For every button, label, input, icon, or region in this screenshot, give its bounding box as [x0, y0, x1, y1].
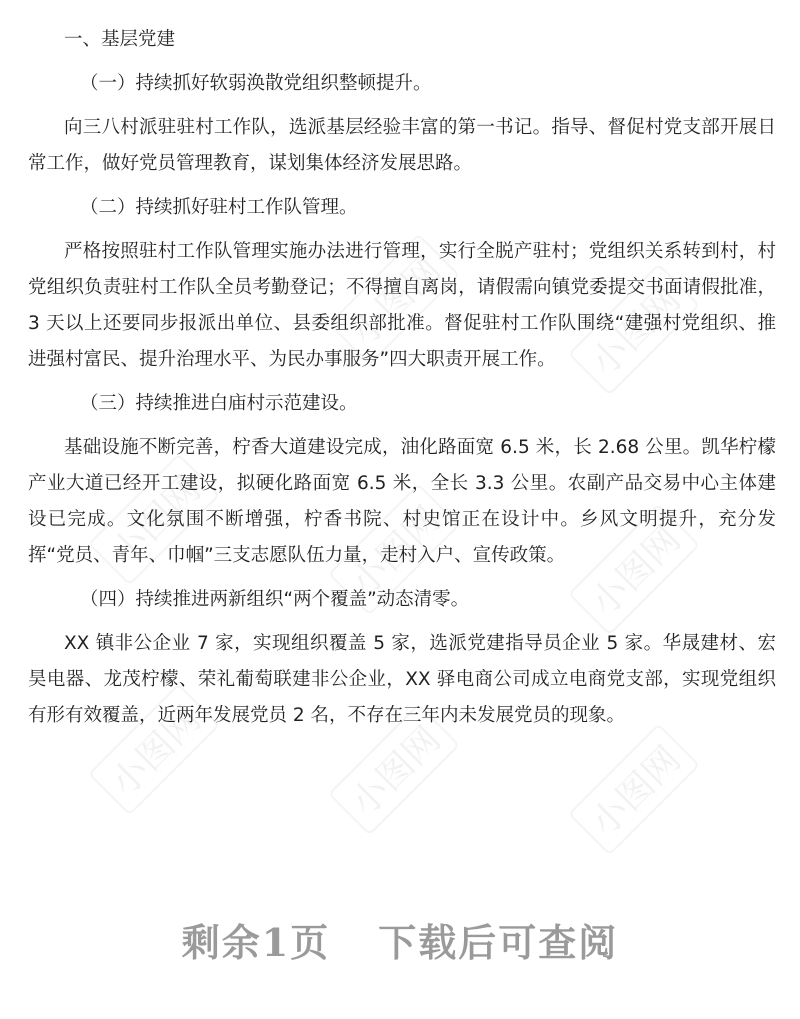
paragraph: 严格按照驻村工作队管理实施办法进行管理，实行全脱产驻村；党组织关系转到村，村党组织负责驻村工作队全员考勤登记；不得擅自离岗，请假需向镇党委提交书面请假批准，3 天以上还要同步报派出单位、县委组织部批准。督促驻村工作队围绕“建强村党组织、推进强村富民、提升治理水平、为民办事服务”四大职责开展工作。 — [28, 241, 776, 370]
watermark: 小图网 — [328, 483, 460, 615]
paragraph: XX 镇非公企业 7 家，实现组织覆盖 5 家，选派党建指导员企业 5 家。华晟建材、宏昊电器、龙茂柠檬、荣礼葡萄联建非公企业，XX 驿电商公司成立电商党支部，实现党组织有形有效覆盖，近两年发展党员 2 名，不存在三年内未发展党员的现象。 — [28, 633, 776, 726]
section-title: 一、基层党建 — [64, 29, 176, 50]
paragraph: 基础设施不断完善，柠香大道建设完成，油化路面宽 6.5 米，长 2.68 公里。凯华柠檬产业大道已经开工建设，拟硬化路面宽 6.5 米，全长 3.3 公里。农副产品交易中心主体建设已完成。文化氛围不断增强，柠香书院、村史馆正在设计中。乡风文明提升，充分发挥“党员、青年、巾帼”三支志愿队伍力量，走村入户、宣传政策。 — [28, 437, 776, 566]
subsection-title: （二）持续抓好驻村工作队管理。 — [80, 197, 358, 218]
subsection-title: （四）持续推进两新组织“两个覆盖”动态清零。 — [80, 589, 470, 610]
watermark: 小图网 — [568, 503, 700, 635]
watermark: 小图网 — [88, 683, 220, 815]
subsection-title: （一）持续抓好软弱涣散党组织整顿提升。 — [80, 73, 432, 94]
watermark: 小图网 — [568, 723, 700, 855]
watermark: 小图网 — [328, 703, 460, 835]
paragraph: 向三八村派驻驻村工作队，选派基层经验丰富的第一书记。指导、督促村党支部开展日常工作，做好党员管理教育，谋划集体经济发展思路。 — [28, 117, 776, 174]
subsection-title: （三）持续推进白庙村示范建设。 — [80, 393, 358, 414]
download-banner[interactable] — [0, 912, 800, 967]
watermark: 小图网 — [88, 453, 220, 585]
document-body — [28, 22, 776, 742]
download-to-view-label[interactable]: 下载后可查阅 — [378, 920, 619, 965]
watermark: 小图网 — [568, 263, 700, 395]
watermark: 小图网 — [328, 233, 460, 365]
remaining-pages-label: 剩余1页 — [181, 920, 331, 965]
